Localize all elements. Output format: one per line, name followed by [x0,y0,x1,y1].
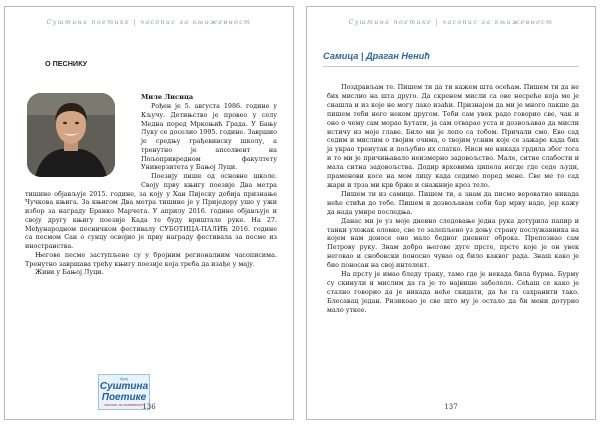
story-paragraph: Поздрављам те. Пишем ти да ти кажем шта осећам. Пишем ти да не бих мислио на шта друго. Да скренем мисли са ове несреће која ме је снашла и из које не могу лако изаћи. Признајем да ми је много лакше да пишем теби него неком другом. Теби сам увек радо говорио све, чак и оно о чему сам морао ћутати, ја сам отварао уста и дозвољавао да мисли истичу из моје главе. Било ми је лепо са тобом. Причали смо. Ево сад седим и мислим о твојим очима, о твојим усним које се зажаре када бих ја украо тренутак и пољубио их слатко. Ниси ме никада грдила због тога и то ми је причињавало неизмерно задовољство. Мале, ситне слабости и мала ситна задовољства. Додир врховима ципела негде где седе људи, праменови косе на мом лицу када седимо поред мене. Све ме то сад жари и трза ми крв брже и снажније кроз тело. [327,83,579,189]
logo-wordmark [99,381,149,403]
author-bio [25,102,277,277]
left-page [4,6,294,420]
story-paragraph: Данас ми је уз моје дневно следовање једна рука дотурила папир и танки уложак оловке, све то залепљено уз доњу страну послужавника на којем нам доносе оно мало бедног дневног оброка. Препознао сам Петрову руку. Знам добро његове дуге прсте, прсте које је он увек неговао и снобовски поносно чувао од било каквог рада. Знаш како је био поносан на свој интелект. [327,216,579,270]
running-head: Суштина поетике | часопис за књижевност [348,19,554,26]
bio-paragraph: Његове песме заступљене су у бројним регионалним часописима. Тренутно завршава трећу књигу поезије која треба да изађе у мају. [25,250,277,268]
photo-spacer [25,102,141,184]
logo-issue-label: број [120,376,128,381]
section-label: О ПЕСНИКУ [45,59,88,68]
bio-paragraph: Поезију пише од основне школе. Своју прву књигу поезије Два метра тишине објављује 2015. године, за коју у Хан Пијеску добија признање Чучкова књига. За књигом Два метра тишине је у Приједору ушо у ужи избор за награду Бранко Марчета. У априлу 2016. године објављује и своју другу књигу поезије Када те буду вриштале руке. На 27. Међународном песничком фестивалу СУБОТИЦА-ПАЛИЋ 2016. године са песмом Сан о сунцу освојио је прву награду фестивала за песме из иностранства. [25,172,277,250]
running-head: Суштина поетике | часопис за књижевност [46,19,252,26]
story-body [327,83,579,315]
logo-word-2: Поетике [101,392,147,403]
bio-paragraph: Живи у Бањој Луци. [35,268,104,277]
story-paragraph: Пишем ти из самице. Пишем ти, а знам да писмо вероватно никада неће стићи до тебе. Пишем и дозвољавам себи бар мрву наде, јер кажу да нада умире последња. [327,189,579,216]
bio-paragraph: Рођен је 5. августа 1986. године у Кључу. Детињство је провео у селу Медна поред Мркоњић Града. У Бању Луку се доселио 1995. године. Завршио је средњу грађевинску школу, а тренутно је апсолвент на Пољопривредном факултету Универзитета у Бањој Луци. [141,102,277,172]
story-paragraph: На прсту је имао бледу траку, тамо где је некада била бурма. Бурму су скинули и мислим да га је то највише заболело. Сећаш се како је стално говорио да је никада неће скидати, да ће га сахранити тако. Блесавац један. Ризикоао је све што му је остало да би мени дотурио мало уткее. [327,270,579,314]
right-page [306,6,596,420]
logo-subtitle: часопис за књижевност [104,403,144,407]
page-number-right: 137 [444,403,458,411]
logo-word-1: Суштина [99,381,149,392]
page-number-left: 136 [142,403,156,411]
author-name: Миле Лисица [141,93,194,101]
story-title: Самица | Драган Ненић [323,51,430,61]
